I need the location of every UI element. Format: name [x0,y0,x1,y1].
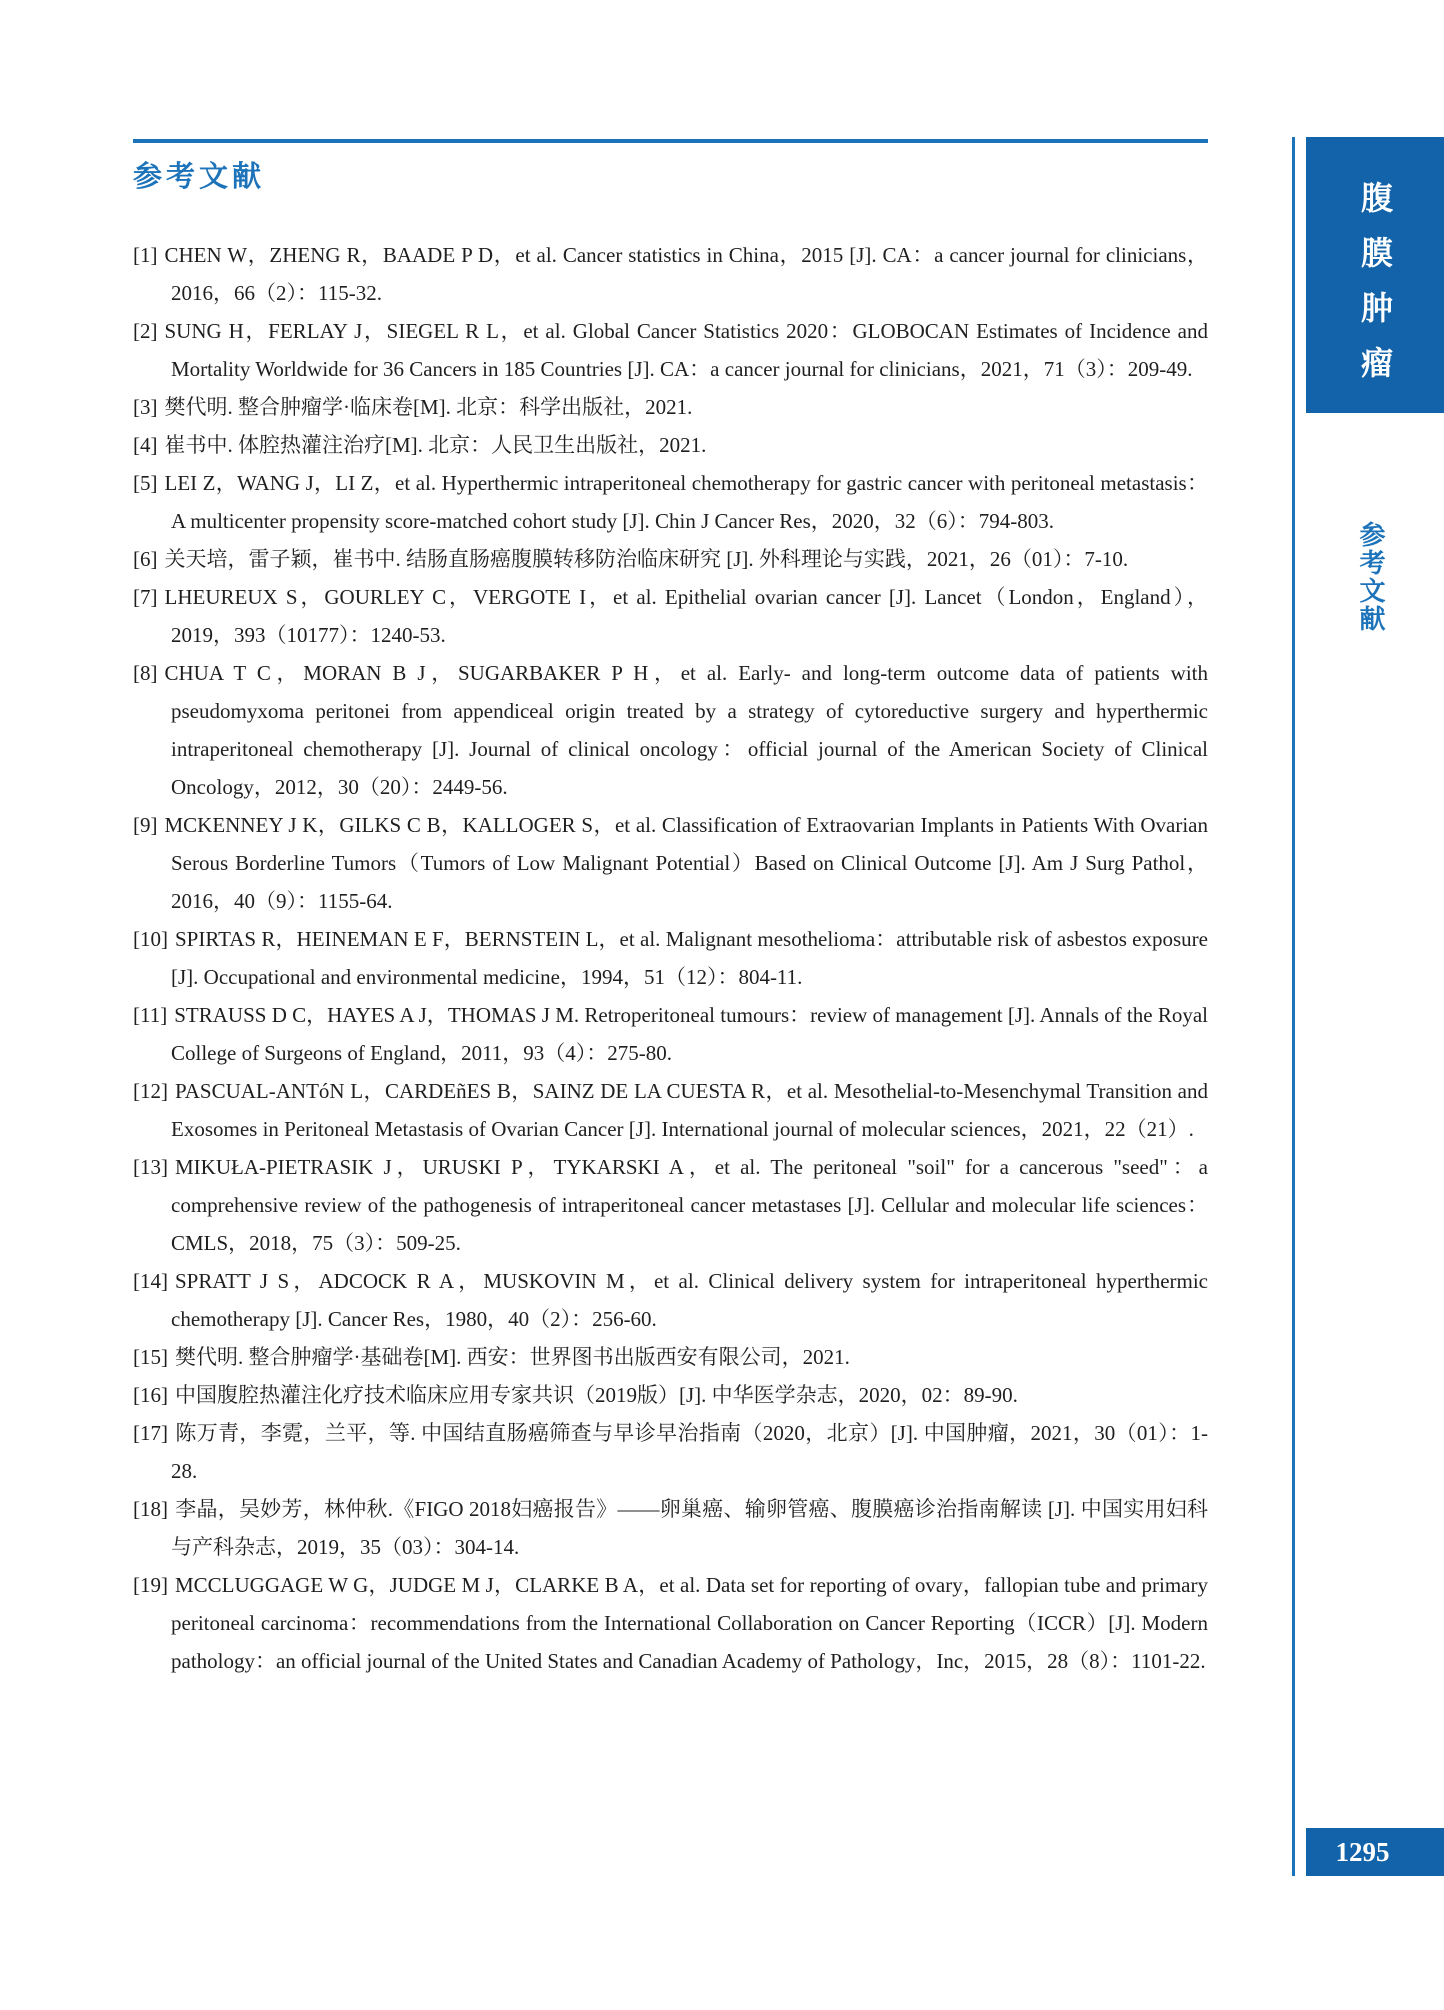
reference-item [133,1072,1208,1148]
reference-text: MCKENNEY J K，GILKS C B，KALLOGER S，et al. Classification of Extraovarian Implants in Patients With Ovarian Serous Borderline Tumors（Tumors of Low Malignant Potential）Based on Clinical Outcome [J]. Am J Surg Pathol，2016，40（9）：1155-64. [164,813,1208,913]
reference-item [133,1414,1208,1490]
reference-number: [15] [133,1345,168,1369]
reference-text: CHUA T C，MORAN B J，SUGARBAKER P H，et al. Early- and long-term outcome data of patients with pseudomyxoma peritonei from appendiceal origin treated by a strategy of cytoreductive surgery and hyperthermic intraperitoneal chemotherapy [J]. Journal of clinical oncology：official journal of the American Society of Clinical Oncology，2012，30（20）：2449-56. [164,661,1208,799]
reference-text: 关天培，雷子颖，崔书中. 结肠直肠癌腹膜转移防治临床研究 [J]. 外科理论与实践，2021，26（01）：7-10. [164,547,1129,571]
reference-item [133,540,1208,578]
header-divider [133,139,1208,143]
sidebar-divider [1292,137,1295,1876]
reference-text: SPIRTAS R，HEINEMAN E F，BERNSTEIN L，et al. Malignant mesothelioma：attributable risk of asbestos exposure [J]. Occupational and environmental medicine，1994，51（12）：804-11. [171,927,1208,989]
reference-item [133,1338,1208,1376]
reference-text: 樊代明. 整合肿瘤学·临床卷[M]. 北京：科学出版社，2021. [164,395,693,419]
reference-item [133,1262,1208,1338]
reference-number: [3] [133,395,158,419]
reference-item [133,388,1208,426]
reference-item [133,1148,1208,1262]
reference-text: LHEUREUX S，GOURLEY C，VERGOTE I，et al. Epithelial ovarian cancer [J]. Lancet（London，England），2019，393（10177）：1240-53. [164,585,1208,647]
page-title: 参考文献 [133,161,266,193]
reference-item [133,426,1208,464]
reference-item [133,464,1208,540]
reference-text: 陈万青，李霓，兰平，等. 中国结直肠癌筛查与早诊早治指南（2020，北京）[J]. 中国肿瘤，2021，30（01）：1-28. [171,1421,1208,1483]
reference-item [133,312,1208,388]
reference-text: SPRATT J S，ADCOCK R A，MUSKOVIN M，et al. Clinical delivery system for intraperitoneal hyperthermic chemotherapy [J]. Cancer Res，1980，40（2）：256-60. [171,1269,1208,1331]
reference-number: [13] [133,1155,168,1179]
reference-number: [5] [133,471,158,495]
sidebar-section-title: 参考文献 [1356,521,1385,633]
reference-number: [7] [133,585,158,609]
reference-number: [2] [133,319,158,343]
page-number-badge [1306,1828,1444,1876]
reference-text: STRAUSS D C，HAYES A J，THOMAS J M. Retroperitoneal tumours：review of management [J]. Annals of the Royal College of Surgeons of England，2011，93（4）：275-80. [171,1003,1208,1065]
reference-item [133,578,1208,654]
reference-text: LEI Z，WANG J，LI Z，et al. Hyperthermic intraperitoneal chemotherapy for gastric cancer with peritoneal metastasis：A multicenter propensity score-matched cohort study [J]. Chin J Cancer Res，2020，32（6）：794-803. [164,471,1208,533]
reference-text: MCCLUGGAGE W G，JUDGE M J，CLARKE B A，et al. Data set for reporting of ovary，fallopian tube and primary peritoneal carcinoma：recommendations from the International Collaboration on Cancer Reporting（ICCR）[J]. Modern pathology：an official journal of the United States and Canadian Academy of Pathology，Inc，2015，28（8）：1101-22. [171,1573,1208,1673]
reference-item [133,920,1208,996]
chapter-title: 腹膜肿瘤 [1357,181,1393,401]
reference-text: PASCUAL-ANTóN L，CARDEñES B，SAINZ DE LA CUESTA R，et al. Mesothelial-to-Mesenchymal Transition and Exosomes in Peritoneal Metastasis of Ovarian Cancer [J]. International journal of molecular sciences，2021，22（21）. [171,1079,1208,1141]
reference-number: [12] [133,1079,168,1103]
reference-text: 李晶，吴妙芳，林仲秋.《FIGO 2018妇癌报告》——卵巢癌、输卵管癌、腹膜癌诊治指南解读 [J]. 中国实用妇科与产科杂志，2019，35（03）：304-14. [171,1497,1208,1559]
reference-number: [18] [133,1497,168,1521]
reference-item [133,236,1208,312]
reference-number: [4] [133,433,158,457]
reference-number: [17] [133,1421,168,1445]
reference-text: CHEN W，ZHENG R，BAADE P D，et al. Cancer statistics in China，2015 [J]. CA：a cancer journal for clinicians，2016，66（2）：115-32. [164,243,1208,305]
reference-text: 崔书中. 体腔热灌注治疗[M]. 北京：人民卫生出版社，2021. [164,433,707,457]
reference-number: [8] [133,661,158,685]
reference-item [133,1490,1208,1566]
reference-text: 樊代明. 整合肿瘤学·基础卷[M]. 西安：世界图书出版西安有限公司，2021. [175,1345,850,1369]
reference-number: [11] [133,1003,168,1027]
reference-number: [10] [133,927,168,951]
reference-item [133,1566,1208,1680]
reference-number: [16] [133,1383,168,1407]
reference-number: [1] [133,243,158,267]
reference-item [133,1376,1208,1414]
reference-text: SUNG H，FERLAY J，SIEGEL R L，et al. Global Cancer Statistics 2020：GLOBOCAN Estimates of Incidence and Mortality Worldwide for 36 Cancers in 185 Countries [J]. CA：a cancer journal for clinicians，2021，71（3）：209-49. [164,319,1208,381]
reference-text: 中国腹腔热灌注化疗技术临床应用专家共识（2019版）[J]. 中华医学杂志，2020，02：89-90. [175,1383,1018,1407]
reference-number: [9] [133,813,158,837]
reference-number: [6] [133,547,158,571]
reference-item [133,996,1208,1072]
reference-list [133,236,1208,1680]
page-number: 1295 [1335,1837,1390,1867]
reference-number: [19] [133,1573,168,1597]
chapter-tab [1306,137,1444,413]
reference-text: MIKUŁA-PIETRASIK J，URUSKI P，TYKARSKI A，et al. The peritoneal "soil" for a cancerous "seed"：a comprehensive review of the pathogenesis of intraperitoneal cancer metastases [J]. Cellular and molecular life sciences：CMLS，2018，75（3）：509-25. [171,1155,1208,1255]
reference-number: [14] [133,1269,168,1293]
reference-item [133,654,1208,806]
reference-item [133,806,1208,920]
